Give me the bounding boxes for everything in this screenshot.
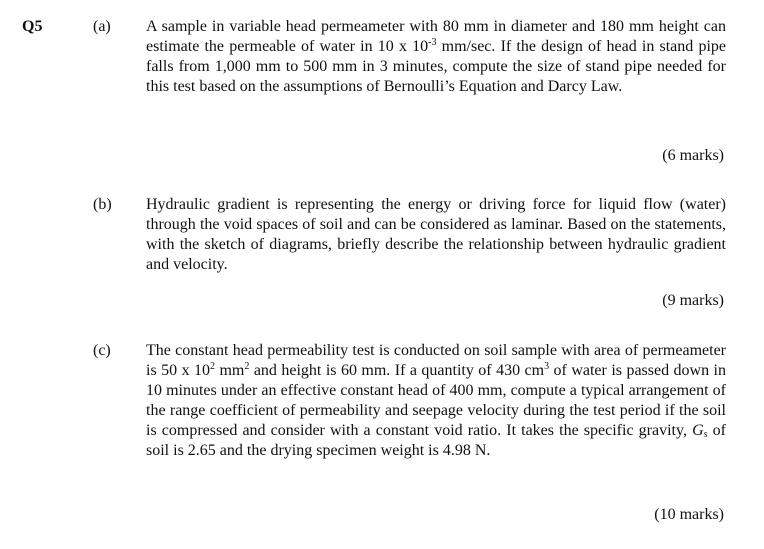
part-c-exponent-2: 2	[244, 361, 250, 372]
part-b-text: Hydraulic gradient is representing the energy or driving force for liquid flow (water) through the void spaces of soil and can be considered as laminar. Based on the statements, with the sketch of diagrams, briefly describe the relationship between hydraulic gradient and velocity.	[146, 196, 726, 273]
question-number: Q5	[22, 18, 43, 35]
part-a-label: (a)	[93, 18, 111, 35]
part-b-marks: (9 marks)	[662, 292, 724, 309]
part-a-text-1: A sample in variable head permeameter with 80 mm in diameter and 180 mm height can estimate the permeable of water in 10 x 10	[146, 18, 726, 55]
part-c-text-5: of soil is 2.65 and the drying specimen weight is 4.98 N.	[146, 422, 726, 459]
part-c-text-4: of water is passed down in 10 minutes under an effective constant head of 400 mm, compute a typical arrangement of the range coefficient of permeability and seepage velocity during the test period if the soil is compressed and consider with a constant void ratio. It takes the specific gravity,	[146, 362, 726, 439]
part-c-label: (c)	[93, 342, 111, 359]
part-a-exponent: -3	[428, 37, 437, 48]
part-c-text-1: The constant head permeability test is conducted on soil sample with area of permeameter is 50 x 10	[146, 342, 726, 379]
part-a-marks: (6 marks)	[662, 147, 724, 164]
part-c-exponent-1: 2	[210, 361, 216, 372]
part-a-text	[146, 17, 726, 97]
part-c-exponent-3: 3	[544, 361, 550, 372]
part-c-gs-subscript: s	[703, 429, 708, 440]
part-b-label: (b)	[93, 196, 112, 213]
part-c-gs-symbol: G	[692, 422, 704, 439]
part-c-marks: (10 marks)	[654, 506, 724, 523]
part-c-text	[146, 341, 726, 461]
part-a-text-2: mm/sec. If the design of head in stand pipe falls from 1,000 mm to 500 mm in 3 minutes, compute the size of stand pipe needed for this test based on the assumptions of Bernoulli’s Equation and Darcy Law.	[146, 38, 726, 95]
part-c-text-3: and height is 60 mm. If a quantity of 430 cm	[249, 362, 545, 379]
part-c-text-2: mm	[215, 362, 245, 379]
